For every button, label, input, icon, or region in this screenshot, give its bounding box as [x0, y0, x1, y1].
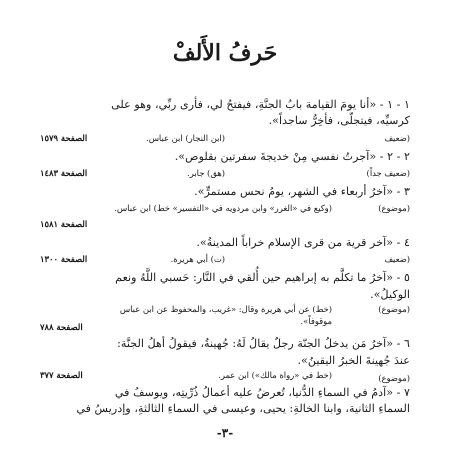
entry-2-grade: (ضعيف جداً)	[366, 168, 410, 178]
entry-4-line-1: ٤ - «آخر قرية من قرى الإسلام خراباً المدينةُ».	[196, 236, 410, 249]
entry-1-source: (ابن النجار) ابن عباس.	[146, 133, 225, 143]
entry-5-line-1: ٥ - «آخرُ ما تكلَّم به إبراهيم حين أُلقي في النَّار: حَسبي اللَّهُ ونعم	[115, 271, 410, 284]
entry-1-grade: (ضعيف	[384, 133, 410, 143]
entry-5-source-cont: موقوفاً».	[300, 316, 332, 326]
entry-4-grade: (ضعيف	[384, 254, 410, 264]
entry-1-line-1: ١ - ١ - «أنا يومَ القيامة بابُ الجنَّةِ، فيفتحُ لي، فأرى ربِّي، وهو على	[111, 98, 410, 111]
entry-2-page-ref: الصفحة ١٤٨٣	[40, 168, 88, 178]
entry-3-grade: (موضوع)	[378, 203, 410, 213]
entry-6-line-2: عندَ جُهينةَ الخبرُ اليقينُ».	[297, 354, 410, 367]
entry-6-page-ref: الصفحة ٣٧٧	[40, 370, 83, 380]
entry-5-line-2: الوكيلُ».	[370, 288, 410, 301]
entry-5-source: (خط) عن أبي هريرة وقال: «غريب، والمحفوظ عن ابن عباس	[119, 304, 332, 314]
entry-5-page-ref: الصفحة ٧٨٨	[40, 322, 83, 332]
entry-3-source: (وكيع في «الغرر» وابن مردويه في «التفسير» خط) ابن عباس.	[114, 203, 332, 213]
entry-2-line-1: ٢ - ٢ - «آجرتُ نفسي مِنْ خديجةَ سفرتين بقلوص».	[174, 150, 410, 163]
entry-5-grade: (موضوع)	[378, 304, 410, 314]
entry-6-source: (خط في «رواة مالك») ابن عمر.	[218, 370, 332, 380]
entry-1-page-ref: الصفحة ١٥٧٩	[40, 133, 88, 143]
entry-4-page-ref: الصفحة ١٣٠٠	[40, 254, 88, 264]
entry-4-source: (ت) أبي هريرة.	[170, 254, 225, 264]
entry-6-line-1: ٦ - «آخرُ مَن يدخلُ الجنّة رجلٌ يقالُ لَهُ: جُهينةُ، فيقولُ أهلُ الجنَّة:	[117, 337, 410, 350]
entry-7-line-1: ٧ - «آدمُ في السماءِ الدُّنيا، تُعرضُ عليه أعمالُ ذُرِّيتِه، ويوسفُ في	[114, 386, 410, 399]
entry-3-page-ref: الصفحة ١٥٨١	[40, 219, 88, 229]
entry-1-line-2: كرسيِّه، فيتجلّى، فأخِرُّ ساجداً».	[268, 114, 410, 127]
entry-6-grade: (موضوع)	[378, 373, 410, 383]
page-number: -٣-	[216, 426, 234, 440]
entry-3-line-1: ٣ - «آخرُ أربعاء في الشهر، يومُ نحس مستمرٍّ».	[194, 185, 410, 198]
entry-7-line-2: السماءِ الثانية، وابنا الخالةِ: يحيى، وعيسى في السماءِ الثالثةِ، وإدريسُ في	[76, 402, 410, 415]
entry-2-source: (هق) جابر.	[187, 168, 225, 178]
page-title: حَرفُ الأَلفْ	[172, 40, 278, 66]
